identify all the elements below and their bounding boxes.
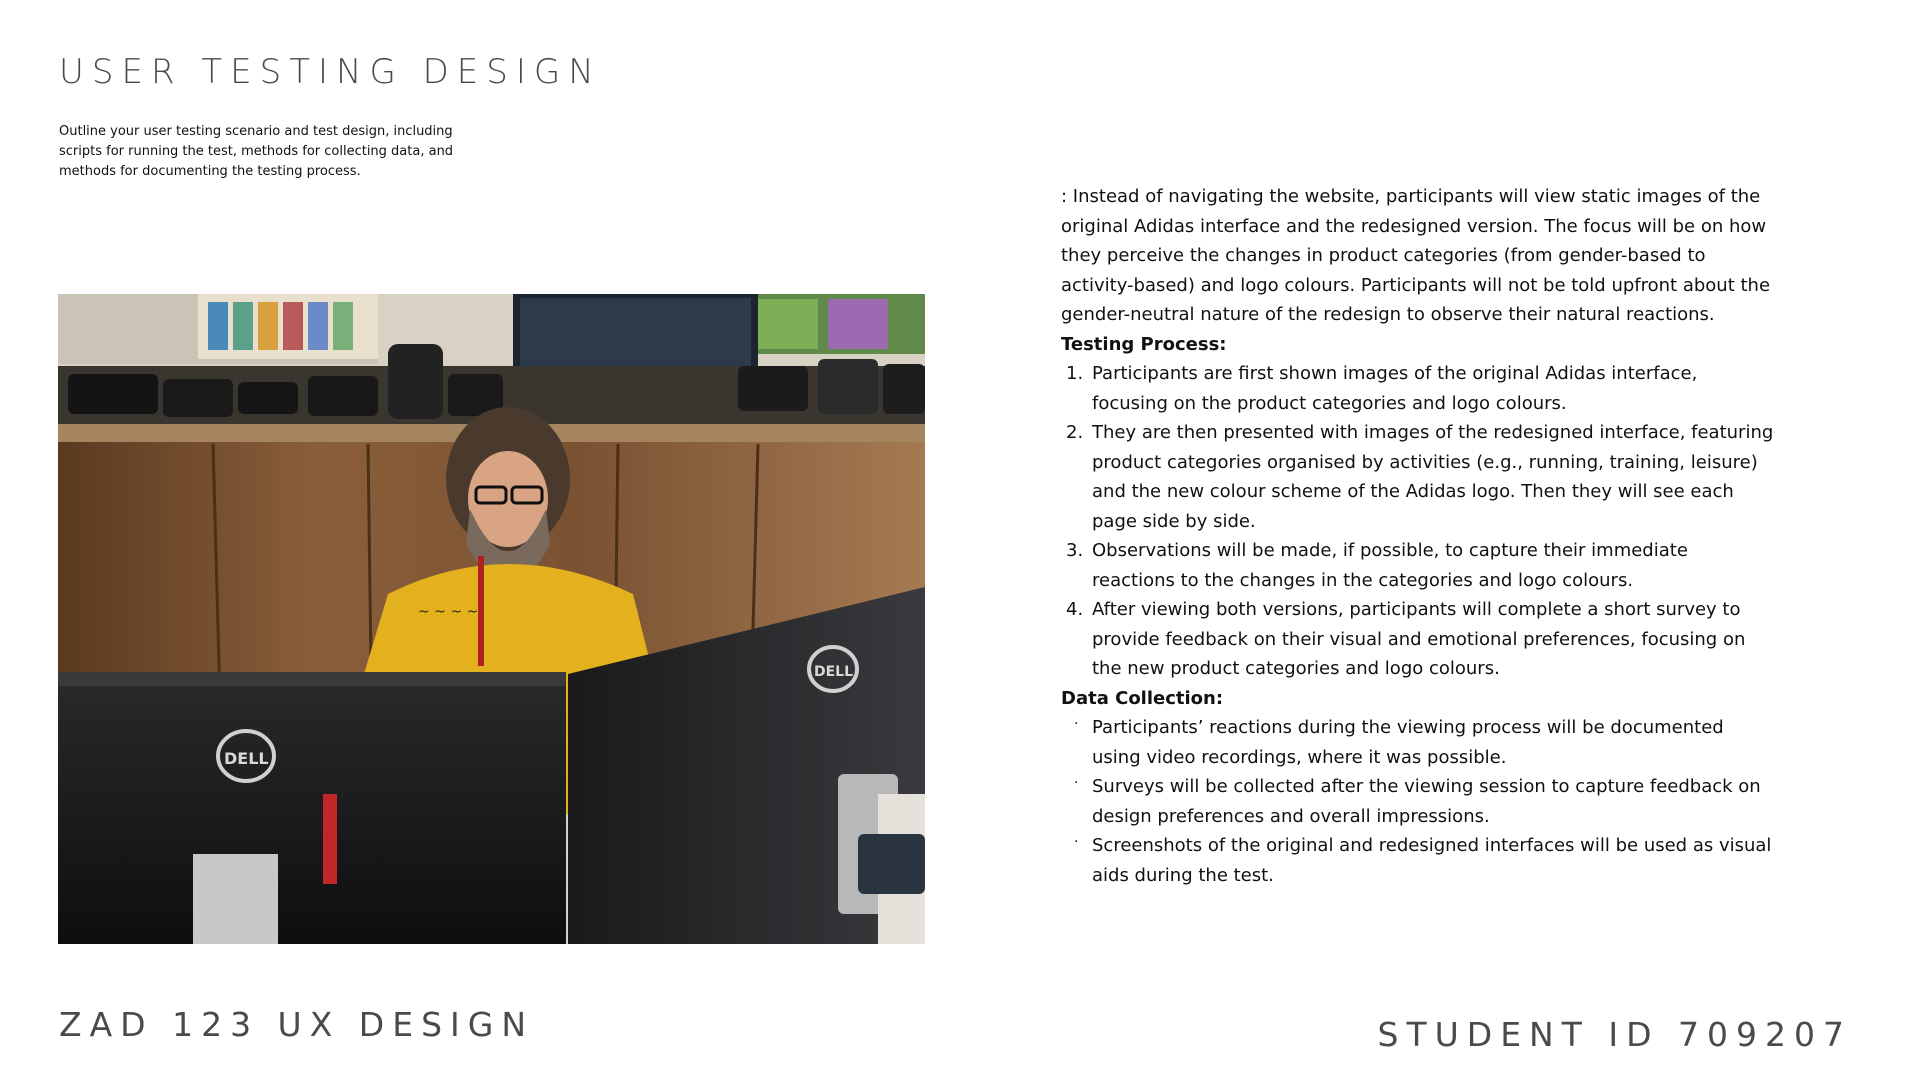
list-item bbox=[1061, 418, 1776, 536]
list-number: 1. bbox=[1066, 363, 1084, 384]
list-number: 4. bbox=[1066, 599, 1084, 620]
list-item bbox=[1061, 713, 1776, 772]
list-item bbox=[1061, 536, 1776, 595]
svg-text:DELL: DELL bbox=[814, 664, 854, 680]
list-item-text: Participants’ reactions during the viewing process will be documented using video recordings, where it was possible. bbox=[1092, 717, 1724, 768]
list-item-text: After viewing both versions, participants will complete a short survey to provide feedback on their visual and emotional preferences, focusing on the new product categories and logo colours. bbox=[1092, 599, 1746, 679]
photo-user-testing-participant-at-dell-monitors-icon bbox=[58, 294, 925, 944]
data-collection-heading: Data Collection: bbox=[1061, 687, 1224, 709]
svg-text:~ ~ ~ ~: ~ ~ ~ ~ bbox=[418, 604, 479, 620]
course-label: ZAD 123 UX DESIGN bbox=[59, 1005, 535, 1044]
body-text bbox=[1061, 182, 1776, 890]
list-item bbox=[1061, 831, 1776, 890]
list-item-text: They are then presented with images of the redesigned interface, featuring product categories organised by activities (e.g., running, training, leisure) and the new colour scheme of the Adidas logo. Then they will see each page side by side. bbox=[1092, 422, 1774, 532]
svg-text:DELL: DELL bbox=[224, 749, 269, 768]
intro-paragraph: : Instead of navigating the website, participants will view static images of the original Adidas interface and the redesigned version. The focus will be on how they perceive the changes in product categories (from gender-based to activity-based) and logo colours. Participants will not be told upfront about the gender-neutral nature of the redesign to observe their natural reactions. bbox=[1061, 186, 1771, 325]
list-item bbox=[1061, 359, 1776, 418]
list-number: 3. bbox=[1066, 540, 1084, 561]
list-item-text: Observations will be made, if possible, to capture their immediate reactions to the changes in the categories and logo colours. bbox=[1092, 540, 1688, 591]
user-testing-photo bbox=[58, 294, 925, 944]
data-collection-list bbox=[1061, 713, 1776, 890]
page-subtitle: Outline your user testing scenario and test design, including scripts for running the test, methods for collecting data, and methods for documenting the testing process. bbox=[59, 124, 454, 179]
testing-process-heading: Testing Process: bbox=[1061, 333, 1227, 355]
page-title: USER TESTING DESIGN bbox=[59, 52, 602, 92]
bullet-icon: · bbox=[1074, 716, 1079, 732]
bullet-icon: · bbox=[1074, 775, 1079, 791]
bullet-icon: · bbox=[1074, 834, 1079, 850]
list-item-text: Screenshots of the original and redesigned interfaces will be used as visual aids during the test. bbox=[1092, 835, 1772, 886]
testing-steps-list bbox=[1061, 359, 1776, 684]
list-number: 2. bbox=[1066, 422, 1084, 443]
student-id-label: STUDENT ID 709207 bbox=[1377, 1015, 1852, 1054]
list-item bbox=[1061, 595, 1776, 684]
list-item bbox=[1061, 772, 1776, 831]
list-item-text: Participants are first shown images of the original Adidas interface, focusing on the product categories and logo colours. bbox=[1092, 363, 1698, 414]
list-item-text: Surveys will be collected after the viewing session to capture feedback on design preferences and overall impressions. bbox=[1092, 776, 1761, 827]
